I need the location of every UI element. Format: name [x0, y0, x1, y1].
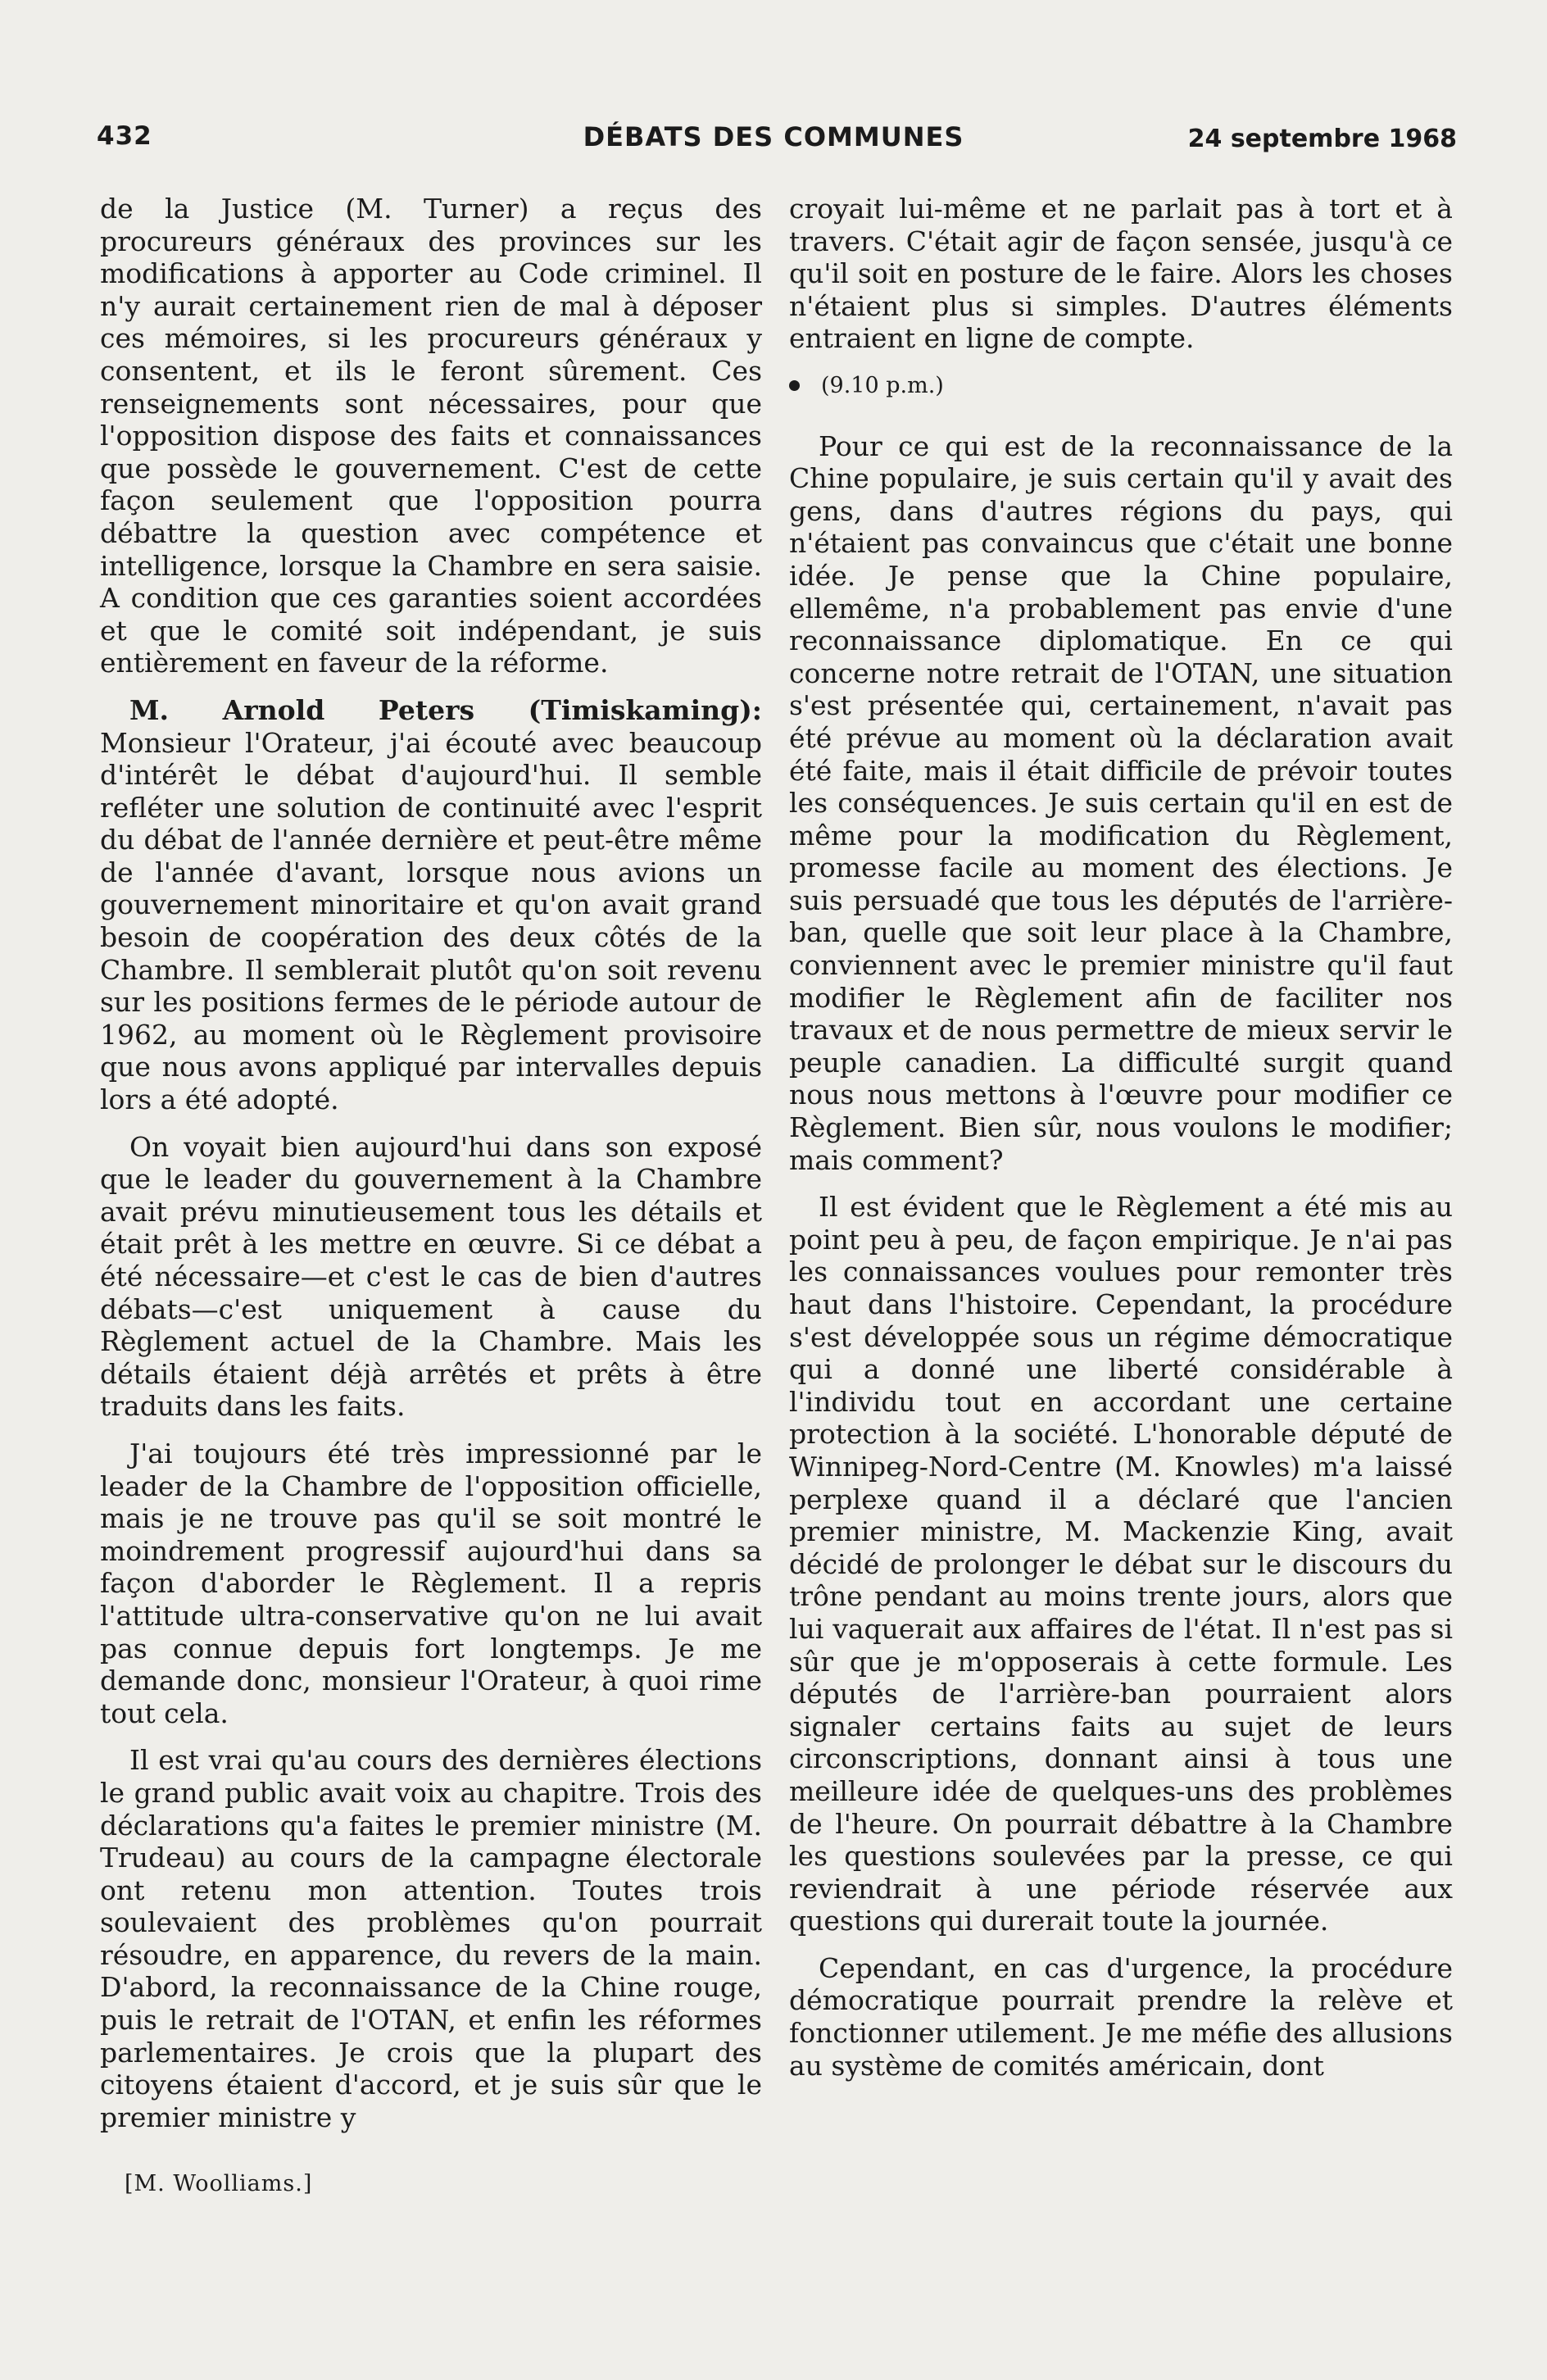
publication-date: 24 septembre 1968 [1187, 125, 1457, 153]
left-paragraph-4: J'ai toujours été très impressionné par le leader de la Chambre de l'opposition officielle, mais je ne trouve pas qu'il se soit montré le moindrement progressif aujourd'hui dans sa façon d'aborder le Règlement. Il a repris l'attitude ultra-conservative qu'on ne lui avait pas connue depuis fort longtemps. Je me demande donc, monsieur l'Orateur, à quoi rime tout cela. [100, 1437, 762, 1729]
right-paragraph-3: Il est évident que le Règlement a été mis au point peu à peu, de façon empirique. Je n'ai pas les connaissances voulues pour remonter très haut dans l'histoire. Cependant, la procédure s'est développée sous un régime démocratique qui a donné une liberté considérable à l'individu tout en accordant une certaine protection à la société. L'honorable député de Winnipeg-Nord-Centre (M. Knowles) m'a laissé perplexe quand il a déclaré que l'ancien premier ministre, M. Mackenzie King, avait décidé de prolonger le débat sur le discours du trône pendant au moins trente jours, alors que lui vaquerait aux affaires de l'état. Il n'est pas si sûr que je m'opposerais à cette formule. Les députés de l'arrière-ban pourraient alors signaler certains faits au sujet de leurs circonscriptions, donnant ainsi à tous une meilleure idée de quelques-uns des problèmes de l'heure. On pourrait débattre à la Chambre les questions soulevées par la presse, ce qui reviendrait à une période réservée aux questions qui durerait toute la journée. [789, 1191, 1453, 1937]
page-number: 432 [97, 121, 152, 151]
right-paragraph-1: croyait lui-même et ne parlait pas à tort et à travers. C'était agir de façon sensée, jusqu'à ce qu'il soit en posture de le faire. Alors les choses n'étaient plus si simples. D'autres éléments entraient en ligne de compte. [789, 193, 1453, 355]
right-paragraph-2: Pour ce qui est de la reconnaissance de la Chine populaire, je suis certain qu'il y avait des gens, dans d'autres régions du pays, qui n'étaient pas convaincus que c'était une bonne idée. Je pense que la Chine populaire, ellemême, n'a probablement pas envie d'une reconnaissance diplomatique. En ce qui concerne notre retrait de l'OTAN, une situation s'est présentée qui, certainement, n'avait pas été prévue au moment où la déclaration avait été faite, mais il était difficile de prévoir toutes les conséquences. Je suis certain qu'il en est de même pour la modification du Règlement, promesse facile au moment des élections. Je suis persuadé que tous les députés de l'arrière-ban, quelle que soit leur place à la Chambre, conviennent avec le premier ministre qu'il faut modifier le Règlement afin de faciliter nos travaux et de nous permettre de mieux servir le peuple canadien. La difficulté surgit quand nous nous mettons à l'œuvre pour modifier ce Règlement. Bien sûr, nous voulons le modifier; mais comment? [789, 429, 1453, 1176]
left-paragraph-3: On voyait bien aujourd'hui dans son exposé que le leader du gouvernement à la Chambre avait prévu minutieusement tous les détails et était prêt à les mettre en œuvre. Si ce débat a été nécessaire—et c'est le cas de bien d'autres débats—c'est uniquement à cause du Règlement actuel de la Chambre. Mais les détails étaient déjà arrêtés et prêts à être traduits dans les faits. [100, 1130, 762, 1423]
speaker-name: M. Arnold Peters (Timiskaming): [129, 693, 762, 726]
left-paragraph-5: Il est vrai qu'au cours des dernières élections le grand public avait voix au chapitre. Trois des déclarations qu'a faites le premier ministre (M. Trudeau) au cours de la campagne électorale ont retenu mon attention. Toutes trois soulevaient des problèmes qu'on pourrait résoudre, en apparence, du revers de la main. D'abord, la reconnaissance de la Chine rouge, puis le retrait de l'OTAN, et enfin les réformes parlementaires. Je crois que la plupart des citoyens étaient d'accord, et je suis sûr que le premier ministre y [100, 1744, 762, 2133]
left-paragraph-2 [100, 694, 762, 1116]
left-column [100, 193, 762, 2148]
bullet-icon [789, 380, 800, 391]
right-column [789, 193, 1453, 2096]
publication-title: DÉBATS DES COMMUNES [583, 121, 964, 152]
speaker-attribution: [M. Woolliams.] [125, 2171, 313, 2196]
right-paragraph-4: Cependant, en cas d'urgence, la procédure démocratique pourrait prendre la relève et fonctionner utilement. Je me méfie des allusions au système de comités américain, dont [789, 1951, 1453, 2082]
left-paragraph-2-text: Monsieur l'Orateur, j'ai écouté avec beaucoup d'intérêt le débat d'aujourd'hui. Il semble refléter une solution de continuité avec l'esprit du débat de l'année dernière et peut-être même de l'année d'avant, lorsque nous avions un gouvernement minoritaire et qu'on avait grand besoin de coopération des deux côtés de la Chambre. Il semblerait plutôt qu'on soit revenu sur les positions fermes de le période autour de 1962, au moment où le Règlement provisoire que nous avons appliqué par intervalles depuis lors a été adopté. [100, 726, 762, 1116]
left-paragraph-1: de la Justice (M. Turner) a reçus des procureurs généraux des provinces sur les modifications à apporter au Code criminel. Il n'y aurait certainement rien de mal à déposer ces mémoires, si les procureurs généraux y consentent, et ils le feront sûrement. Ces renseignements sont nécessaires, pour que l'opposition dispose des faits et connaissances que possède le gouvernement. C'est de cette façon seulement que l'opposition pourra débattre la question avec compétence et intelligence, lorsque la Chambre en sera saisie. A condition que ces garanties soient accordées et que le comité soit indépendant, je suis entièrement en faveur de la réforme. [100, 193, 762, 679]
page-header [0, 121, 1547, 162]
time-marker [789, 370, 1453, 402]
time-marker-text: (9.10 p.m.) [821, 372, 944, 398]
